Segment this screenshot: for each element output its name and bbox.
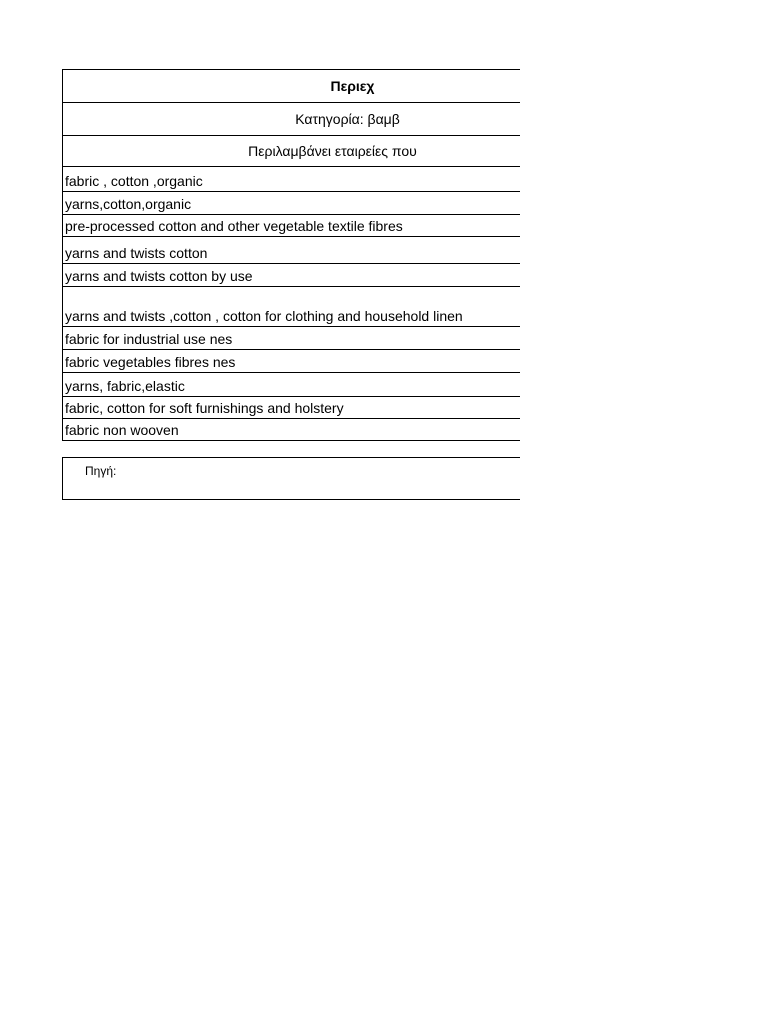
- table-title: Περιεχ: [63, 70, 520, 103]
- table-row: fabric , cotton ,organic: [63, 167, 520, 192]
- table-row: yarns, fabric,elastic: [63, 373, 520, 397]
- table-row: fabric, cotton for soft furnishings and holstery: [63, 397, 520, 419]
- table-row: yarns and twists cotton: [63, 237, 520, 264]
- table-row: fabric vegetables fibres nes: [63, 350, 520, 373]
- table-row: pre-processed cotton and other vegetable textile fibres: [63, 215, 520, 237]
- source-box: [62, 457, 520, 500]
- source-label: Πηγή:: [85, 464, 117, 478]
- table-row: fabric non wooven: [63, 419, 520, 441]
- category-table: [62, 69, 520, 441]
- includes-header: Περιλαμβάνει εταιρείες που: [63, 136, 520, 167]
- table-row: yarns and twists cotton by use: [63, 264, 520, 287]
- category-header: Κατηγορία: βαμβ: [63, 103, 520, 136]
- table-row: yarns and twists ,cotton , cotton for clothing and household linen: [63, 287, 520, 327]
- spreadsheet-page: [62, 69, 520, 501]
- table-row: yarns,cotton,organic: [63, 192, 520, 215]
- table-row: fabric for industrial use nes: [63, 327, 520, 350]
